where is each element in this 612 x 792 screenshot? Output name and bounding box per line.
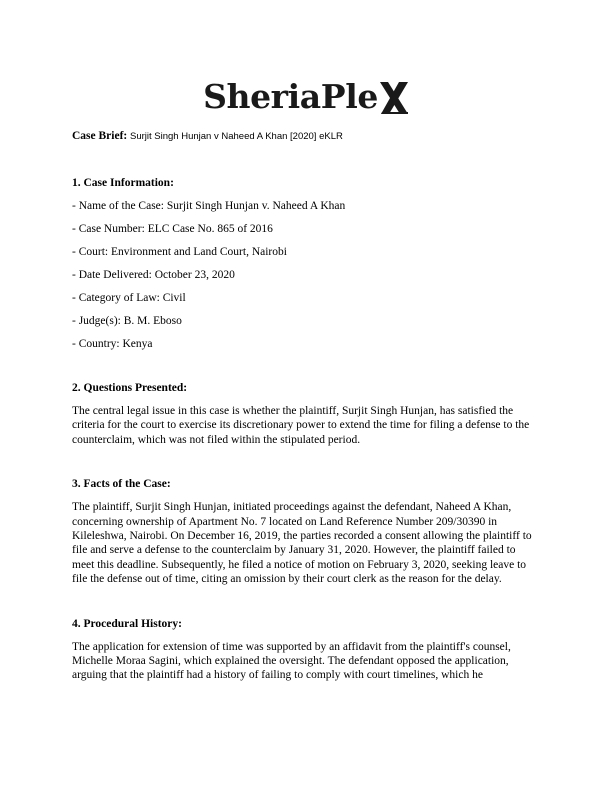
case-info-item: - Name of the Case: Surjit Singh Hunjan v. Naheed A Khan [72, 200, 346, 212]
case-info-item: - Court: Environment and Land Court, Nairobi [72, 246, 287, 258]
section-heading: 1. Case Information: [72, 177, 174, 189]
procedural-history-section [72, 617, 540, 683]
section-heading: 2. Questions Presented: [72, 382, 188, 394]
case-brief-label: Case Brief: [72, 130, 128, 142]
section-heading: 3. Facts of the Case: [72, 478, 171, 491]
case-brief-title: Surjit Singh Hunjan v Naheed A Khan [2020] eKLR [130, 131, 343, 142]
case-info-item: - Date Delivered: October 23, 2020 [72, 269, 235, 281]
logo-wordmark: SheriaPle [203, 77, 378, 116]
case-info-item: - Judge(s): B. M. Eboso [72, 315, 182, 327]
x-logo-icon [379, 81, 409, 115]
case-info-item: - Country: Kenya [72, 338, 153, 350]
facts-section [72, 477, 540, 586]
case-info-item: - Category of Law: Civil [72, 292, 186, 304]
sheriaplex-logo [0, 76, 612, 118]
section-paragraph: The application for extension of time was supported by an affidavit from the plaintiff's counsel, Michelle Moraa Sagini, which explained the oversight. The defendant opposed the application, arguing that the plaintiff had a history of failing to comply with court timelines, which he [72, 640, 511, 682]
case-information-section [72, 176, 540, 351]
document-body [72, 176, 540, 683]
case-brief-line [72, 129, 343, 144]
section-paragraph: The plaintiff, Surjit Singh Hunjan, initiated proceedings against the defendant, Naheed A Khan, concerning ownership of Apartment No. 7 located on Land Reference Number 209/30390 in Kileleshwa, Nairobi. On December 16, 2019, the parties recorded a consent allowing the plaintiff to file and serve a defense to the counterclaim by January 31, 2020. However, the plaintiff failed to meet this deadline. Subsequently, he filed a notice of motion on February 3, 2020, seeking leave to file the defense out of time, citing an omission by their court clerk as the reason for the delay. [72, 501, 532, 586]
section-paragraph: The central legal issue in this case is whether the plaintiff, Surjit Singh Hunjan, has satisfied the criteria for the court to exercise its discretionary power to extend the time for filing a defense to the counterclaim, which was not filed within the stipulated period. [72, 405, 530, 446]
case-info-list [72, 199, 540, 351]
section-heading: 4. Procedural History: [72, 617, 182, 630]
questions-presented-section [72, 381, 540, 447]
case-info-item: - Case Number: ELC Case No. 865 of 2016 [72, 223, 273, 235]
